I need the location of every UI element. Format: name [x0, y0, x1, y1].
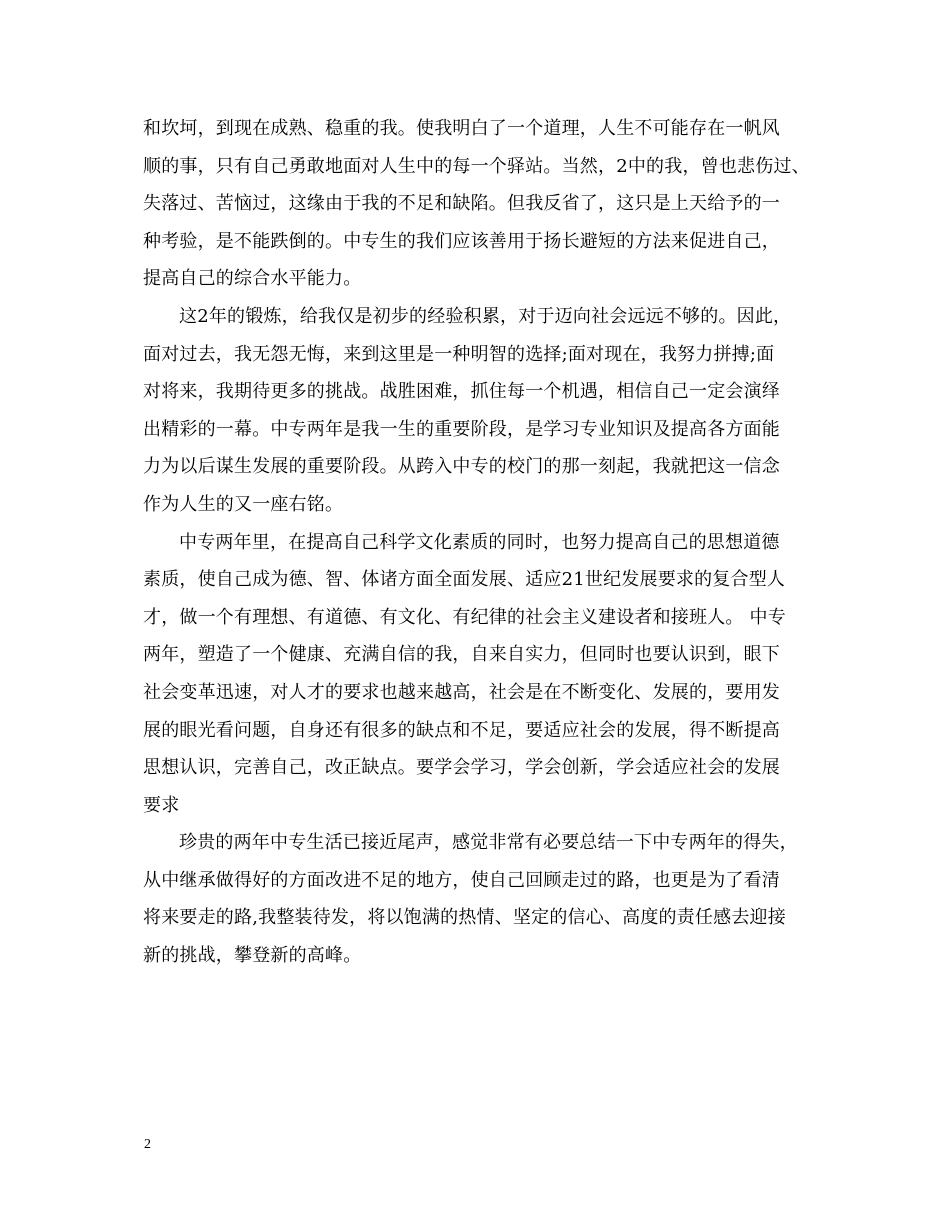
paragraph-line: 社会变革迅速，对人才的要求也越来越高，社会是在不断变化、发展的，要用发 [143, 681, 780, 703]
paragraph-line: 才，做一个有理想、有道德、有文化、有纪律的社会主义建设者和接班人。 中专 [143, 606, 786, 628]
page-number: 2 [144, 1137, 151, 1152]
paragraph-line: 顺的事，只有自己勇敢地面对人生中的每一个驿站。当然，2中的我，曾也悲伤过、 [143, 155, 810, 177]
paragraph-line: 思想认识，完善自己，改正缺点。要学会学习，学会创新，学会适应社会的发展 [143, 757, 780, 779]
document-body [143, 110, 823, 975]
paragraph-line: 面对过去，我无怨无悔，来到这里是一种明智的选择;面对现在，我努力拼搏;面 [143, 343, 775, 365]
paragraph-line: 出精彩的一幕。中专两年是我一生的重要阶段，是学习专业知识及提高各方面能 [143, 418, 780, 440]
paragraph-line: 要求 [143, 794, 180, 816]
paragraph-line: 两年，塑造了一个健康、充满自信的我，自来自实力，但同时也要认识到，眼下 [143, 644, 780, 666]
paragraph-line: 失落过、苦恼过，这缘由于我的不足和缺陷。但我反省了，这只是上天给予的一 [143, 193, 780, 215]
paragraph-line: 和坎坷，到现在成熟、稳重的我。使我明白了一个道理，人生不可能存在一帆风 [143, 118, 780, 139]
paragraph-first-line: 珍贵的两年中专生活已接近尾声，感觉非常有必要总结一下中专两年的得失， [179, 832, 798, 854]
paragraph-line: 种考验，是不能跌倒的。中专生的我们应该善用于扬长避短的方法来促进自己， [143, 230, 780, 252]
paragraph-line: 展的眼光看问题，自身还有很多的缺点和不足，要适应社会的发展，得不断提高 [143, 719, 780, 741]
paragraph-line: 新的挑战，攀登新的高峰。 [143, 945, 362, 967]
paragraph-first-line: 中专两年里，在提高自己科学文化素质的同时，也努力提高自己的思想道德 [179, 531, 780, 553]
paragraph-line: 提高自己的综合水平能力。 [143, 268, 362, 290]
paragraph-line: 对将来，我期待更多的挑战。战胜困难，抓住每一个机遇，相信自己一定会演绎 [143, 381, 780, 403]
paragraph-first-line: 这2年的锻炼，给我仅是初步的经验积累，对于迈向社会远远不够的。因此， [179, 305, 792, 327]
paragraph-line: 力为以后谋生发展的重要阶段。从跨入中专的校门的那一刻起，我就把这一信念 [143, 456, 780, 478]
paragraph-line: 从中继承做得好的方面改进不足的地方，使自己回顾走过的路，也更是为了看清 [143, 869, 780, 891]
paragraph-line: 素质，使自己成为德、智、体诸方面全面发展、适应21世纪发展要求的复合型人 [143, 569, 786, 591]
paragraph-line: 作为人生的又一座右铭。 [143, 493, 344, 515]
paragraph-line: 将来要走的路,我整装待发，将以饱满的热情、坚定的信心、高度的责任感去迎接 [143, 907, 786, 929]
